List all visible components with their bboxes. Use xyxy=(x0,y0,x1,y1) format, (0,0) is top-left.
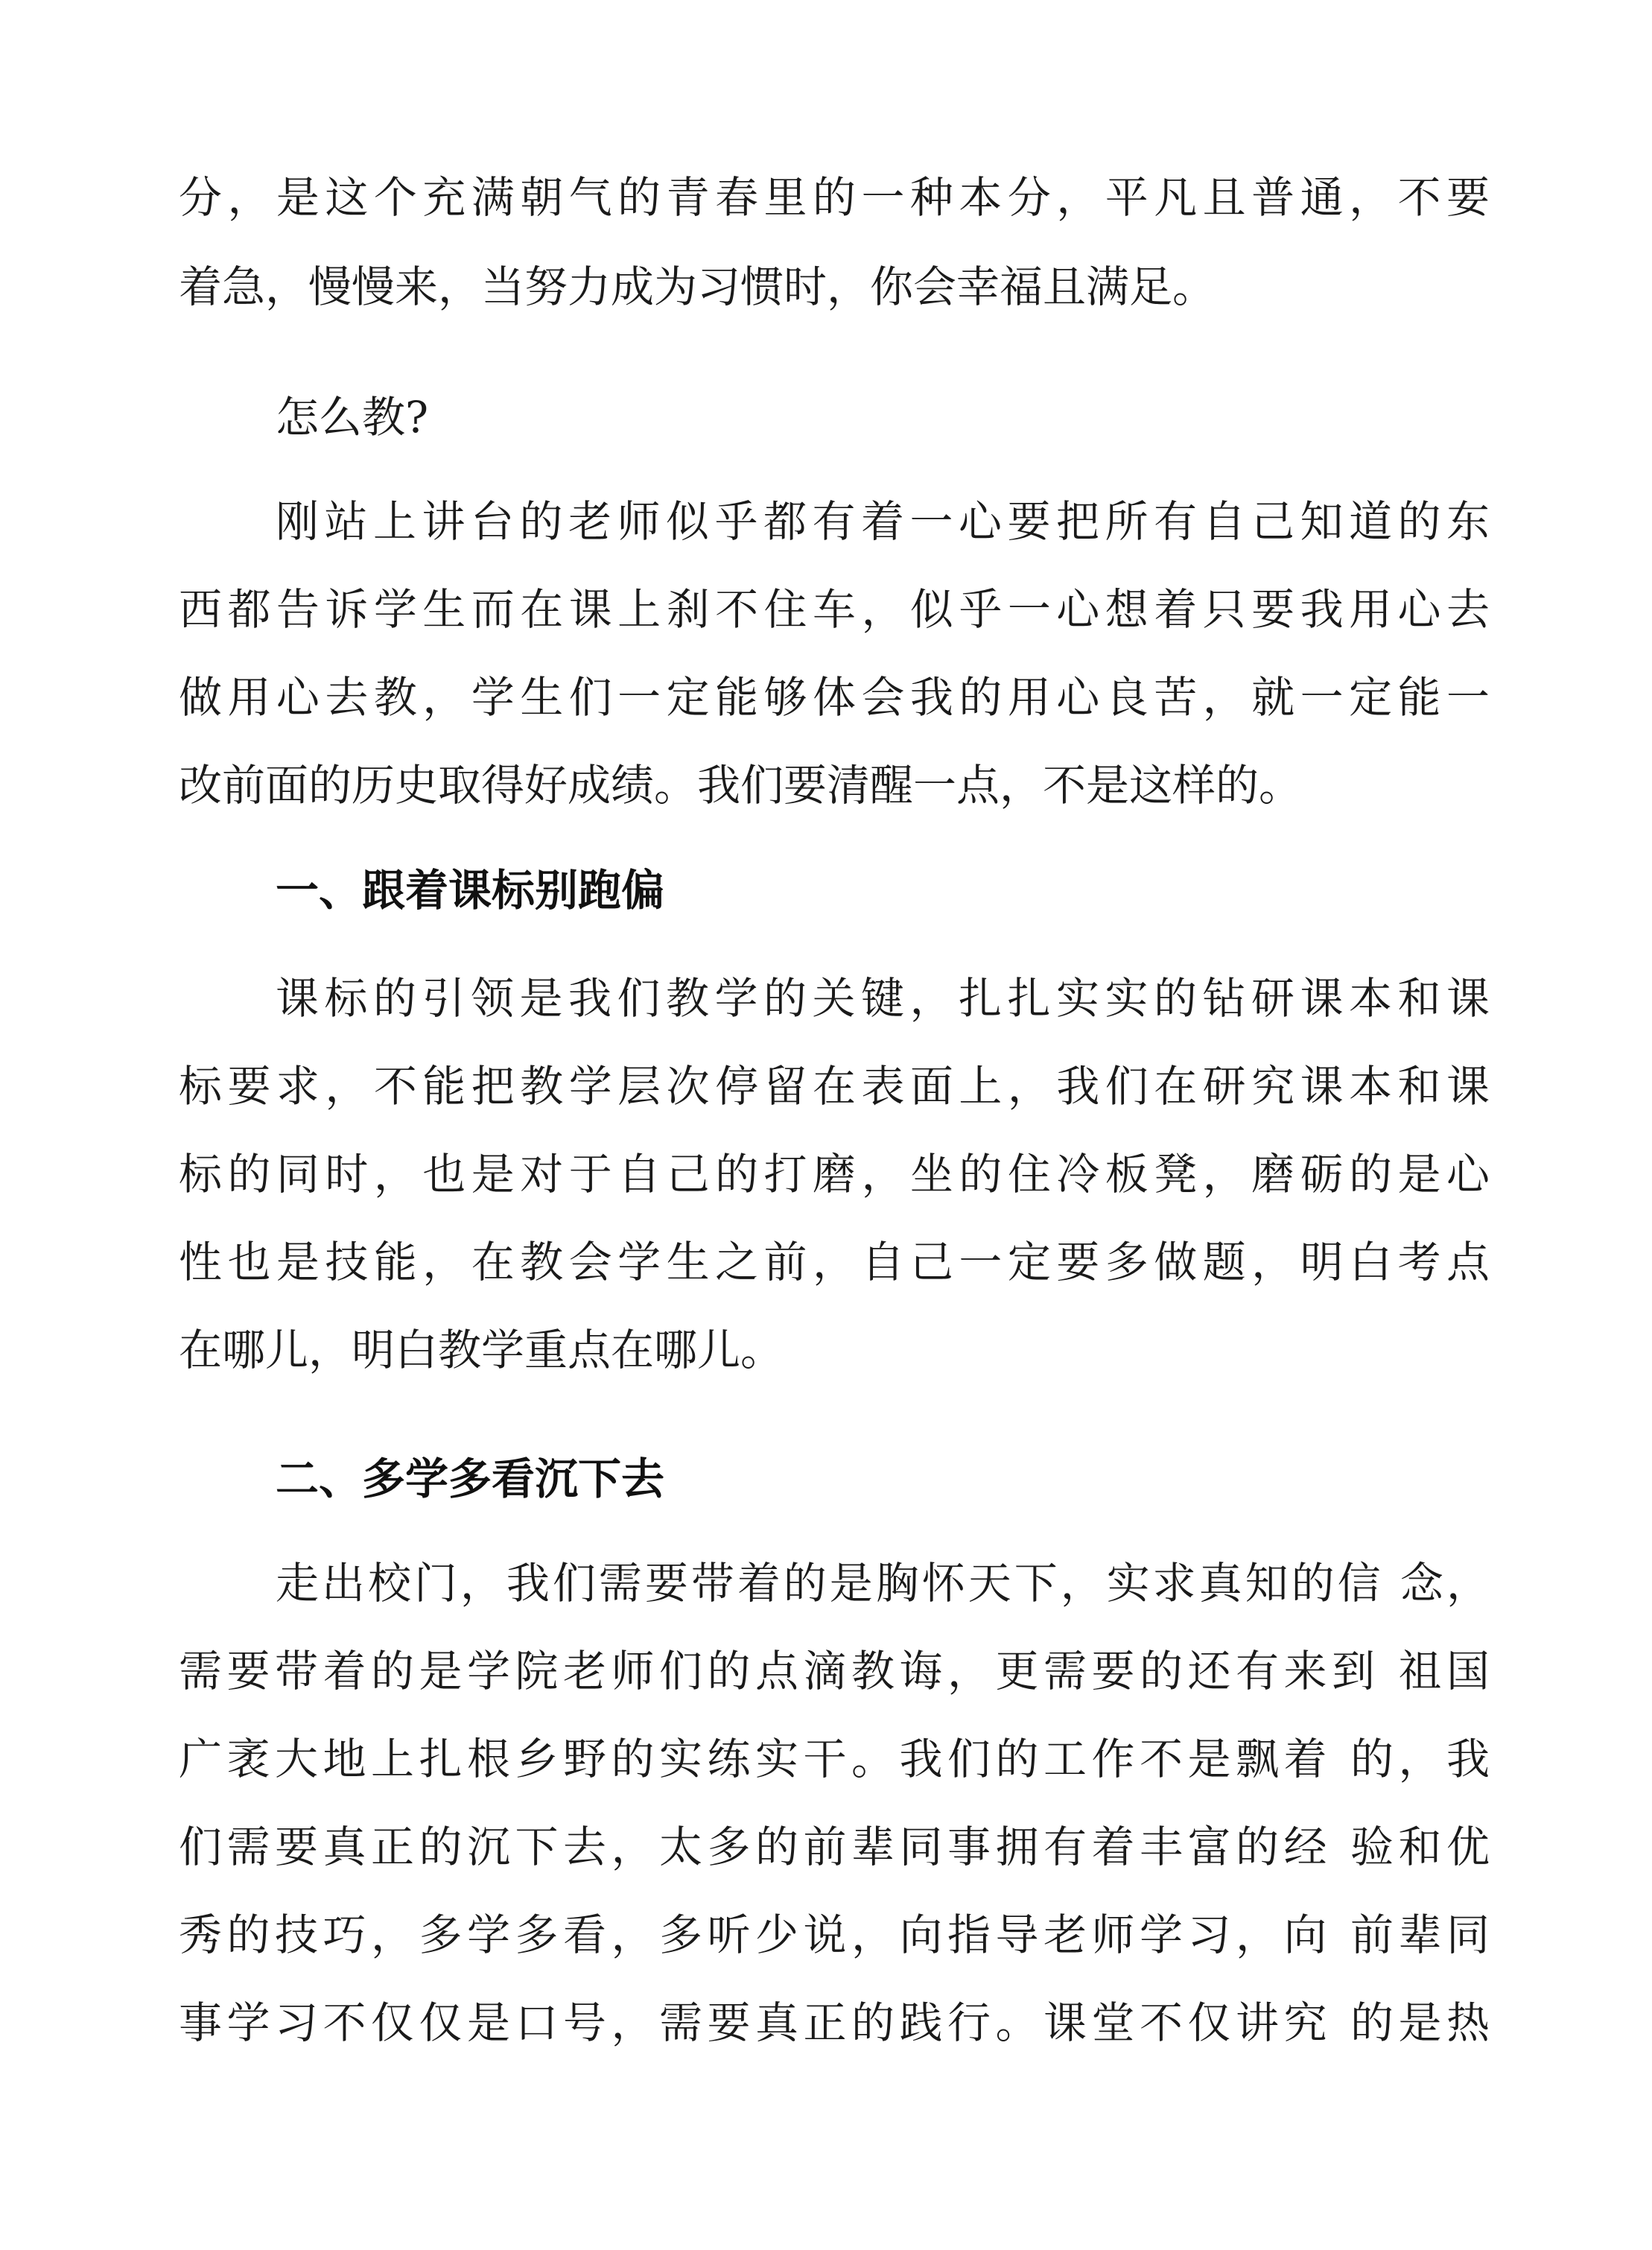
text-line: 西都告诉学生而在课上刹不住车，似乎一心想着只要我用心去 xyxy=(179,584,1490,635)
text-line: 着急，慢慢来，当努力成为习惯时，你会幸福且满足。 xyxy=(179,262,1216,312)
text-line: 性也是技能，在教会学生之前，自己一定要多做题，明白考点 xyxy=(179,1237,1490,1287)
text-line: 需要带着的是学院老师们的点滴教诲，更需要的还有来到 祖国 xyxy=(179,1646,1490,1696)
text-line: 做用心去教，学生们一定能够体会我的用心良苦，就一定能一 xyxy=(179,672,1490,723)
text-line: 广袤大地上扎根乡野的实练实干。我们的工作不是飘着 的，我 xyxy=(179,1734,1490,1784)
text-line: 事学习不仅仅是口号，需要真正的践行。课堂不仅讲究 的是热 xyxy=(179,1997,1490,2048)
text-line: 改前面的历史取得好成绩。我们要清醒一点，不是这样的。 xyxy=(179,760,1303,811)
text-line: 课标的引领是我们教学的关键，扎扎实实的钻研课本和课 xyxy=(276,973,1490,1024)
section-heading-2: 二、多学多看沉下去 xyxy=(276,1454,665,1504)
text-line: 走出校门，我们需要带着的是胸怀天下，实求真知的信 念， xyxy=(276,1558,1490,1609)
text-line: 刚站上讲台的老师似乎都有着一心要把所有自己知道的东 xyxy=(276,496,1490,547)
question-line: 怎么教? xyxy=(276,392,429,443)
text-line: 标要求，不能把教学层次停留在表面上，我们在研究课本和课 xyxy=(179,1061,1490,1112)
section-heading-1: 一、跟着课标别跑偏 xyxy=(276,865,665,916)
text-line: 秀的技巧，多学多看，多听少说，向指导老师学习，向 前辈同 xyxy=(179,1910,1490,1960)
text-line: 标的同时，也是对于自己的打磨，坐的住冷板凳，磨砺的是心 xyxy=(179,1149,1490,1200)
text-line: 在哪儿，明白教学重点在哪儿。 xyxy=(179,1325,784,1375)
text-line: 们需要真正的沉下去，太多的前辈同事拥有着丰富的经 验和优 xyxy=(179,1822,1490,1872)
text-line: 分，是这个充满朝气的青春里的一种本分，平凡且普通，不要 xyxy=(179,172,1490,223)
